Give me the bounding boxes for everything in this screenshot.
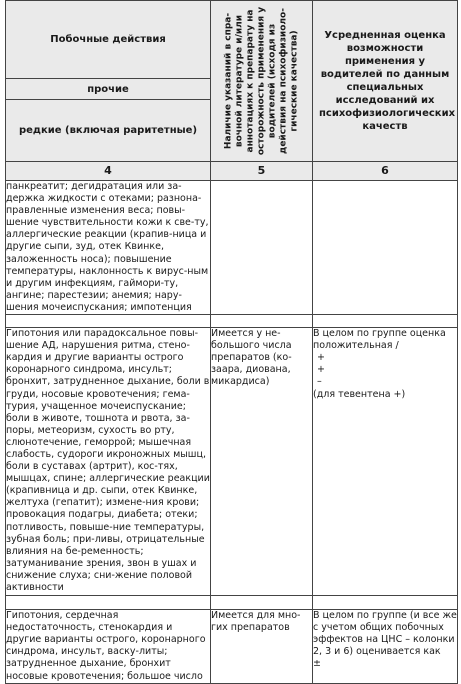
- column-number-6: 6: [313, 162, 458, 181]
- side-effects-cell: Гипотония, сердечная недостаточность, стенокардия и другие варианты острого, коронарного синдрома, инсульт, васку-литы; затрудненное дыхание, бронхит носовые кровотечения; большое число: [6, 610, 211, 684]
- drug-side-effects-table: [5, 0, 458, 684]
- table-row: [6, 610, 458, 684]
- warnings-cell: Имеется у не-большого числа препаратов (ко-заара, диована, микардиса): [211, 328, 313, 596]
- assessment-text: В целом по группе оценка положительная /: [313, 328, 446, 352]
- header-warnings-cell: [211, 1, 313, 162]
- warnings-cell: Имеется для мно-гих препаратов: [211, 610, 313, 684]
- separator-row: [6, 315, 458, 328]
- header-rare: редкие (включая раритетные): [6, 99, 211, 161]
- header-warnings-text: Наличие указаний в спра-вочной литературе и/или аннотациях к препарату на осторожность применения у водителей (исходя из действия на психофизиоло-гические качества): [223, 6, 299, 156]
- column-number-4: 4: [6, 162, 211, 181]
- assessment-text: В целом по группе (и все же с учетом общих побочных эффектов на ЦНС – колонки 2, 3 и 6) оценивается как: [313, 610, 457, 658]
- table-row: [6, 328, 458, 596]
- table-row: [6, 181, 458, 315]
- side-effects-cell: Гипотония или парадоксальное повы-шение АД, нарушения ритма, стено-кардия и другие варианты острого коронарного синдрома, инсульт; бронхит, затрудненное дыхание, боли в груди, носовые кровотечения; гема-турия, учащенное мочеиспускание; боли в животе, тошнота и рвота, за-поры, метеоризм, сухость во рту, слюнотечение, геморрой; мышечная слабость, судороги икроножных мышц, боли в суставах (артрит), кос-тях, мышцах, спине; аллергические реакции (крапивница и др. сыпи, отек Квинке, желтуха (гепатит); измене-ния крови; провокация подагры, диабета; отеки; потливость, повыше-ние температуры, зубная боль; при-ливы, отрицательные влияния на бе-ременность; затуманивание зрения, звон в ушах и снижение слуха; сни-жение половой активности: [6, 328, 211, 596]
- rating-plus: +: [317, 352, 325, 364]
- side-effects-cell: панкреатит; дегидратация или за-держка жидкости с отеками; разнона-правленные изменения веса; повы-шение чувствительности кожи к све-ту, аллергические реакции (крапив-ница и другие сыпи, зуд, отек Квинке, заложенность носа); повышение температуры, наклонность к вирус-ным и другим инфекциям, гаймори-ту, ангине; парестезии; анемия; нару-шения мочеиспускания; импотенция: [6, 181, 209, 313]
- header-side-effects: Побочные действия: [6, 1, 211, 79]
- column-number-row: [6, 162, 458, 181]
- header-row-1: [6, 1, 458, 79]
- rating-plus-minus: ±: [313, 658, 321, 670]
- header-assessment: Усредненная оценка возможности применения у водителей по данным специальных исследований их психофизиологических качеств: [313, 1, 458, 162]
- rating-plus: +: [317, 364, 325, 376]
- rating-minus: –: [317, 376, 322, 388]
- assessment-cell: [313, 328, 458, 596]
- header-other: прочие: [6, 79, 211, 99]
- separator-row: [6, 596, 458, 610]
- warnings-cell: [211, 181, 313, 315]
- assessment-note: (для тевентена +): [313, 388, 406, 400]
- assessment-cell: [313, 610, 458, 684]
- assessment-cell: [313, 181, 458, 315]
- column-number-5: 5: [211, 162, 313, 181]
